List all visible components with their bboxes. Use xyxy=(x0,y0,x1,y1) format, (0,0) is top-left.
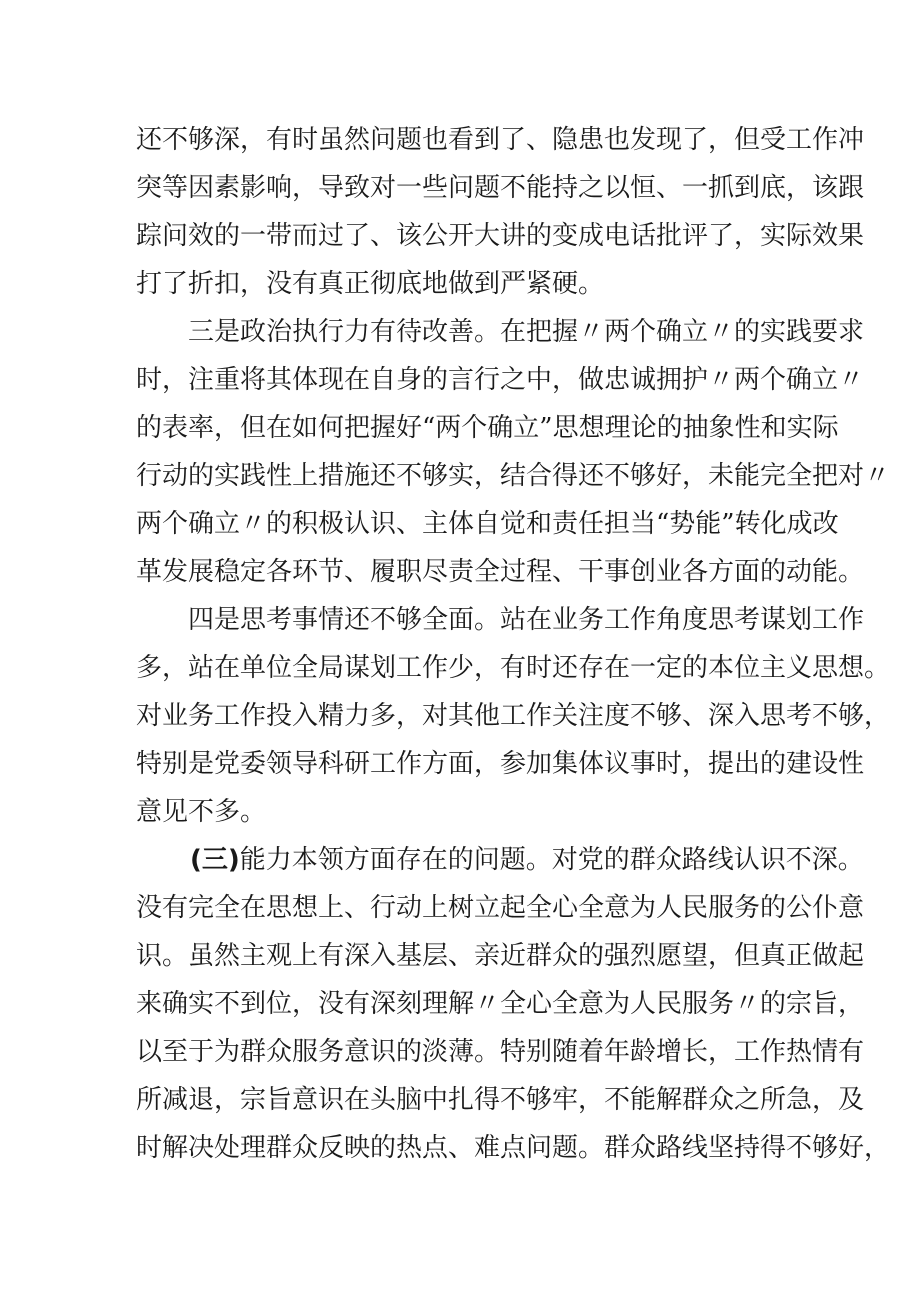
paragraph-4-line-1-text: 能力本领方面存在的问题。对党的群众路线认识不深。 xyxy=(239,845,864,875)
paragraph-4-line-7: 时解决处理群众反映的热点、难点问题。群众路线坚持得不够好， xyxy=(136,1133,891,1163)
paragraph-2-line-3: 的表率，但在如何把握好“两个确立”思想理论的抽象性和实际 xyxy=(136,413,839,443)
paragraph-2-line-2: 时，注重将其体现在自身的言行之中，做忠诚拥护〃两个确立〃 xyxy=(136,365,865,395)
paragraph-1-line-4: 打了折扣，没有真正彻底地做到严紧硬。 xyxy=(136,269,605,299)
paragraph-2-line-1: 三是政治执行力有待改善。在把握〃两个确立〃的实践要求 xyxy=(188,317,865,347)
paragraph-1-line-1: 还不够深，有时虽然问题也看到了、隐患也发现了，但受工作冲 xyxy=(136,125,865,155)
paragraph-2-line-4: 行动的实践性上措施还不够实，结合得还不够好，未能完全把对〃 xyxy=(136,461,891,491)
paragraph-1-line-3: 踪问效的一带而过了、该公开大讲的变成电话批评了，实际效果 xyxy=(136,221,865,251)
paragraph-4-line-4: 来确实不到位，没有深刻理解〃全心全意为人民服务〃的宗旨， xyxy=(136,989,865,1019)
paragraph-3-line-3: 对业务工作投入精力多，对其他工作关注度不够、深入思考不够， xyxy=(136,701,891,731)
paragraph-2-line-6: 革发展稳定各环节、履职尽责全过程、干事创业各方面的动能。 xyxy=(136,557,865,587)
paragraph-4-line-2: 没有完全在思想上、行动上树立起全心全意为人民服务的公仆意 xyxy=(136,893,865,923)
paragraph-4-line-3: 识。虽然主观上有深入基层、亲近群众的强烈愿望，但真正做起 xyxy=(136,941,865,971)
paragraph-1-line-2: 突等因素影响，导致对一些问题不能持之以恒、一抓到底，该跟 xyxy=(136,173,865,203)
section-number: (三) xyxy=(190,845,240,875)
paragraph-3-line-4: 特别是党委领导科研工作方面，参加集体议事时，提出的建设性 xyxy=(136,749,865,779)
paragraph-4-line-5: 以至于为群众服务意识的淡薄。特别随着年龄增长，工作热情有 xyxy=(136,1037,865,1067)
paragraph-3-line-2: 多，站在单位全局谋划工作少，有时还存在一定的本位主义思想。 xyxy=(136,653,891,683)
paragraph-4-line-6: 所减退，宗旨意识在头脑中扎得不够牢，不能解群众之所急，及 xyxy=(136,1085,865,1115)
paragraph-3-line-5: 意见不多。 xyxy=(136,797,267,827)
paragraph-2-line-5: 两个确立〃的积极认识、主体自觉和责任担当“势能”转化成改 xyxy=(136,509,839,539)
paragraph-4-line-1 xyxy=(190,844,864,876)
paragraph-3-line-1: 四是思考事情还不够全面。站在业务工作角度思考谋划工作 xyxy=(188,605,865,635)
